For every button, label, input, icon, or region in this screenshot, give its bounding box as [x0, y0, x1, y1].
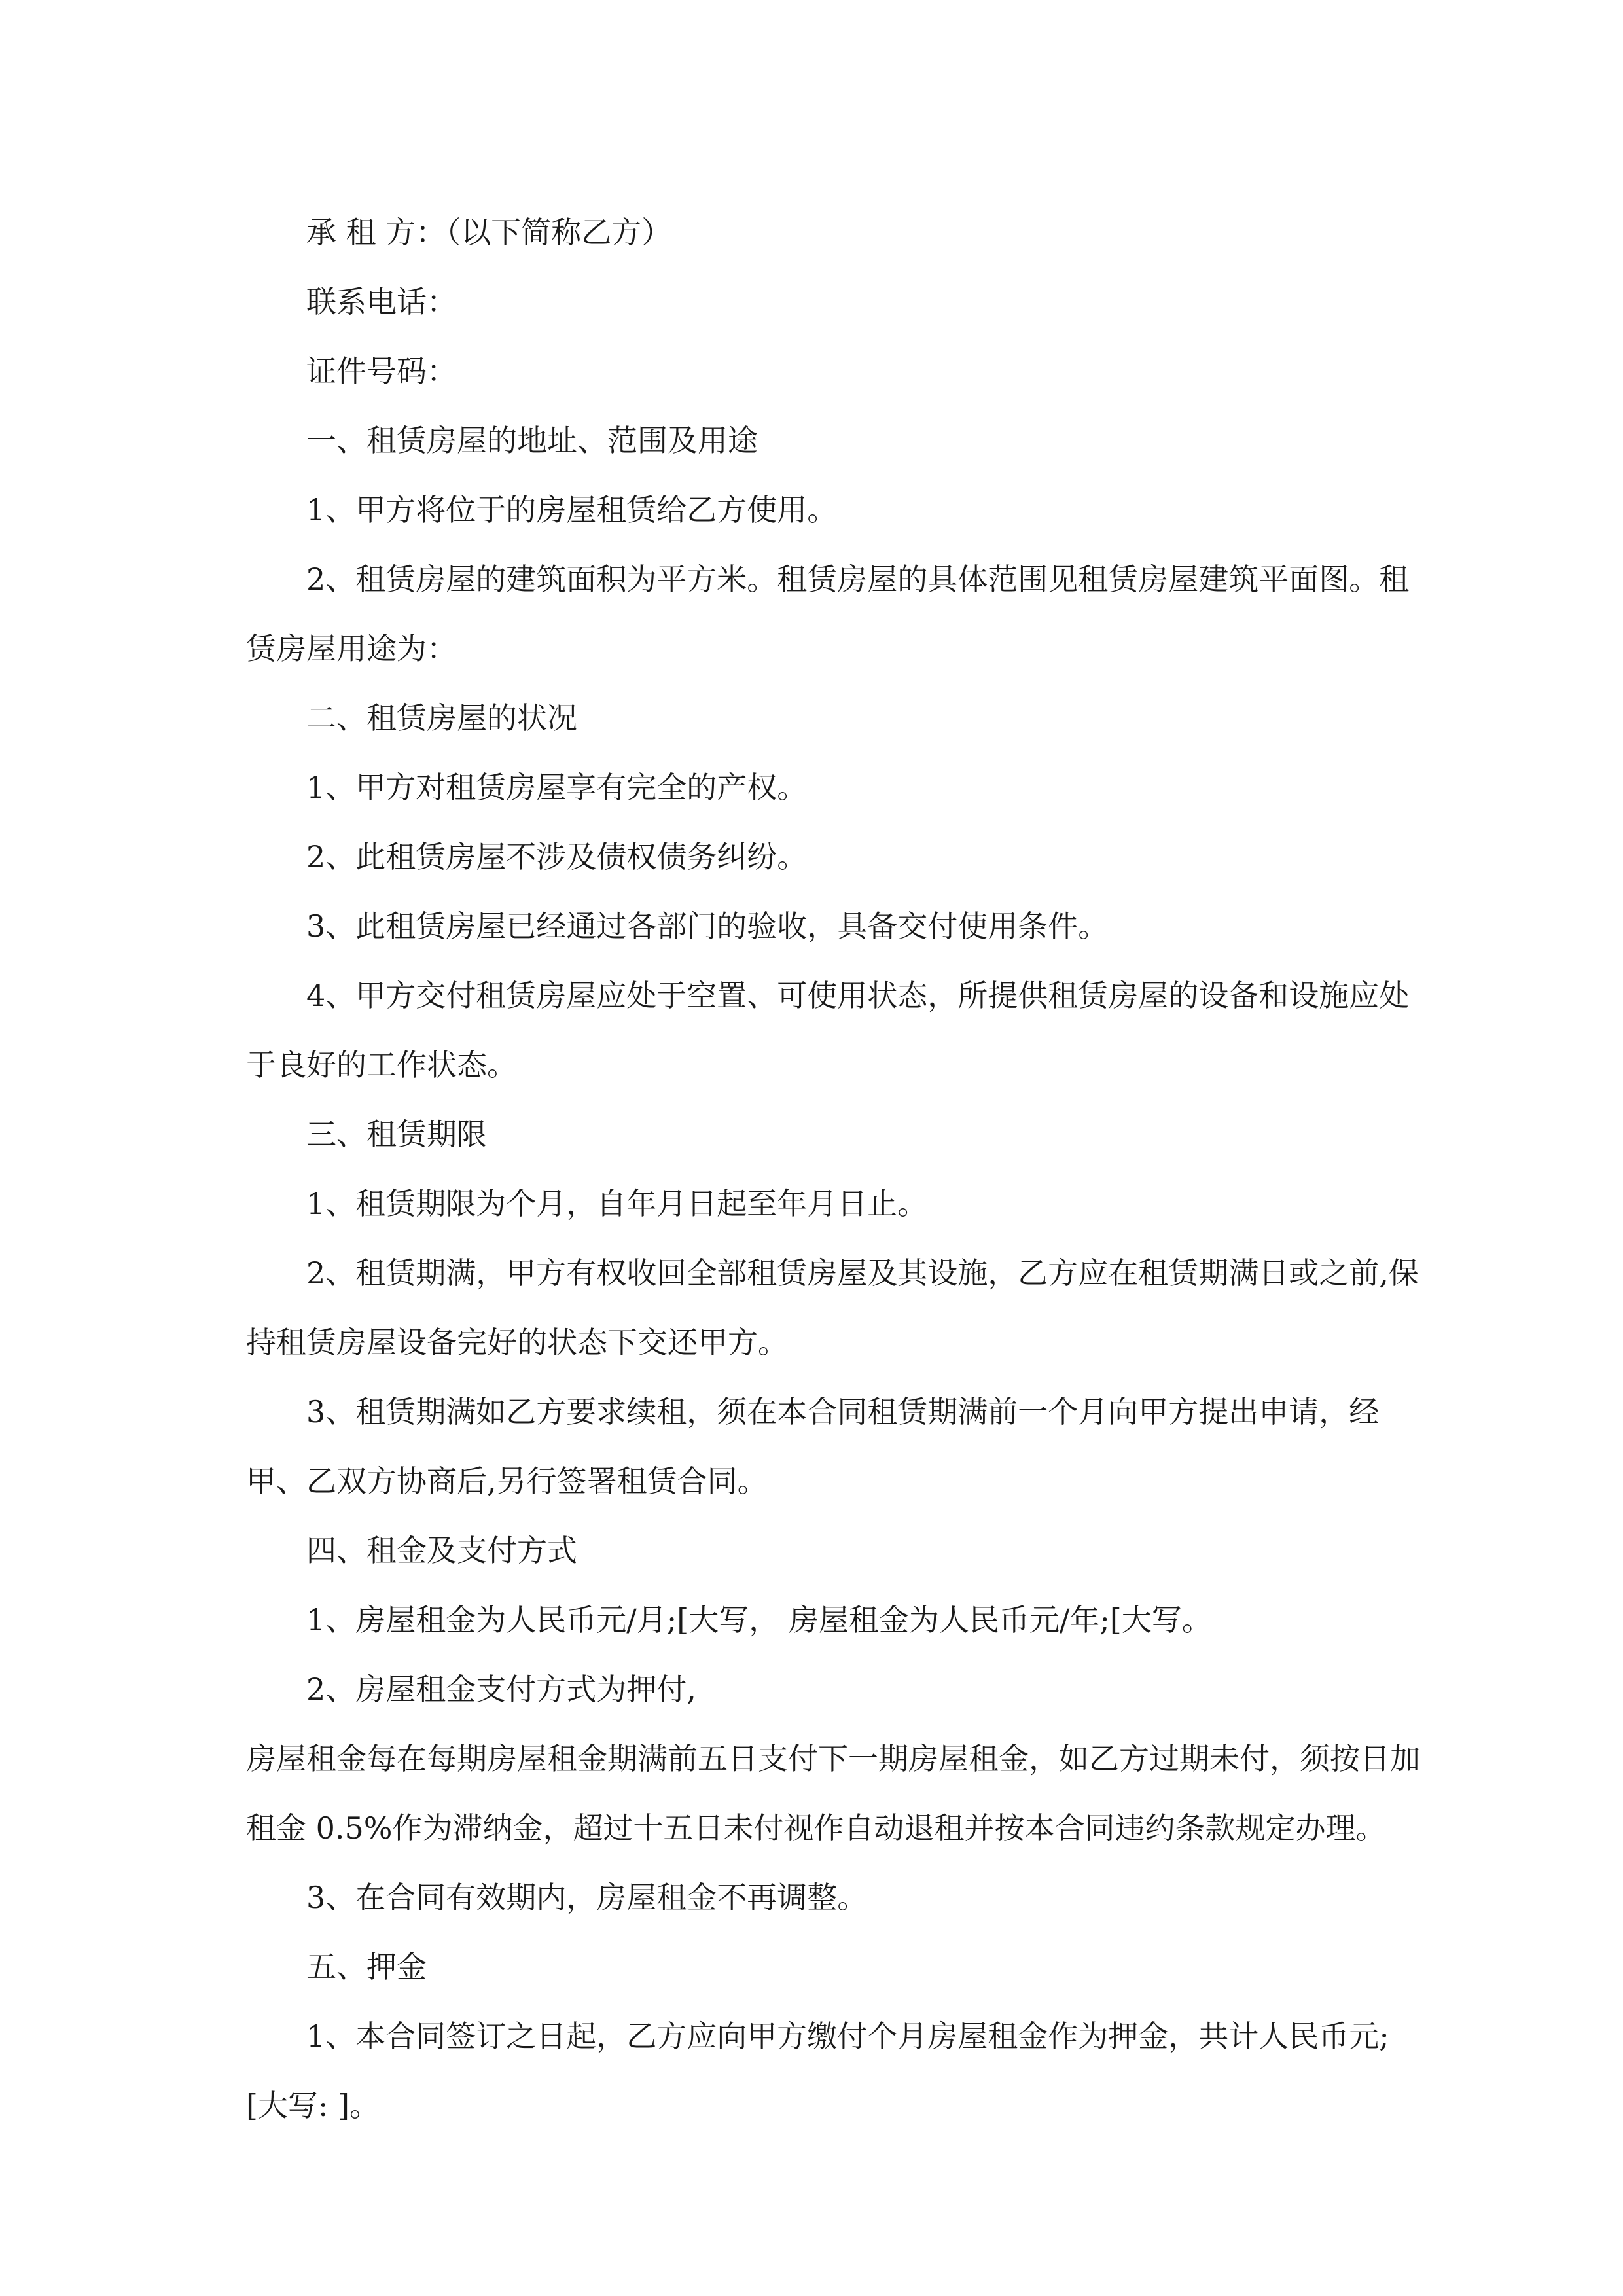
id-number-line: 证件号码： — [306, 353, 457, 389]
clause-4-2-continued: 房屋租金每在每期房屋租金期满前五日支付下一期房屋租金，如乙方过期未付，须按日加租金 0.5%作为滞纳金，超过十五日未付视作自动退租并按本合同违约条款规定办理。 — [246, 1741, 1420, 1846]
clause-3-1: 1、租赁期限为个月，自年月日起至年月日止。 — [306, 1186, 928, 1221]
lessee-line: 承 租 方：（以下简称乙方） — [306, 215, 672, 250]
clause-1-2: 2、租赁房屋的建筑面积为平方米。租赁房屋的具体范围见租赁房屋建筑平面图。租赁房屋用途为： — [246, 562, 1410, 666]
clause-2-2: 2、此租赁房屋不涉及债权债务纠纷。 — [306, 839, 808, 874]
section-heading-5: 五、押金 — [306, 1949, 427, 1984]
section-heading-3: 三、租赁期限 — [306, 1117, 487, 1152]
clause-4-1: 1、房屋租金为人民币元/月;[大写， 房屋租金为人民币元/年;[大写。 — [306, 1602, 1212, 1638]
clause-3-2: 2、租赁期满，甲方有权收回全部租赁房屋及其设施，乙方应在租赁期满日或之前,保持租赁房屋设备完好的状态下交还甲方。 — [246, 1255, 1419, 1360]
section-heading-4: 四、租金及支付方式 — [306, 1533, 577, 1568]
section-heading-2: 二、租赁房屋的状况 — [306, 700, 577, 736]
clause-3-3: 3、租赁期满如乙方要求续租，须在本合同租赁期满前一个月向甲方提出申请，经甲、乙双方协商后,另行签署租赁合同。 — [246, 1394, 1380, 1499]
document-body — [246, 198, 1424, 2140]
clause-4-3: 3、在合同有效期内，房屋租金不再调整。 — [306, 1880, 868, 1915]
clause-5-1: 1、本合同签订之日起，乙方应向甲方缴付个月房屋租金作为押金，共计人民币元;[大写: ]。 — [246, 2018, 1389, 2123]
section-heading-1: 一、租赁房屋的地址、范围及用途 — [306, 423, 758, 458]
phone-line: 联系电话： — [306, 284, 457, 319]
clause-4-2: 2、房屋租金支付方式为押付, — [306, 1672, 696, 1707]
clause-2-3: 3、此租赁房屋已经通过各部门的验收，具备交付使用条件。 — [306, 908, 1109, 944]
clause-2-1: 1、甲方对租赁房屋享有完全的产权。 — [306, 770, 808, 805]
clause-2-4: 4、甲方交付租赁房屋应处于空置、可使用状态，所提供租赁房屋的设备和设施应处于良好的工作状态。 — [246, 978, 1410, 1083]
clause-1-1: 1、甲方将位于的房屋租赁给乙方使用。 — [306, 492, 838, 528]
